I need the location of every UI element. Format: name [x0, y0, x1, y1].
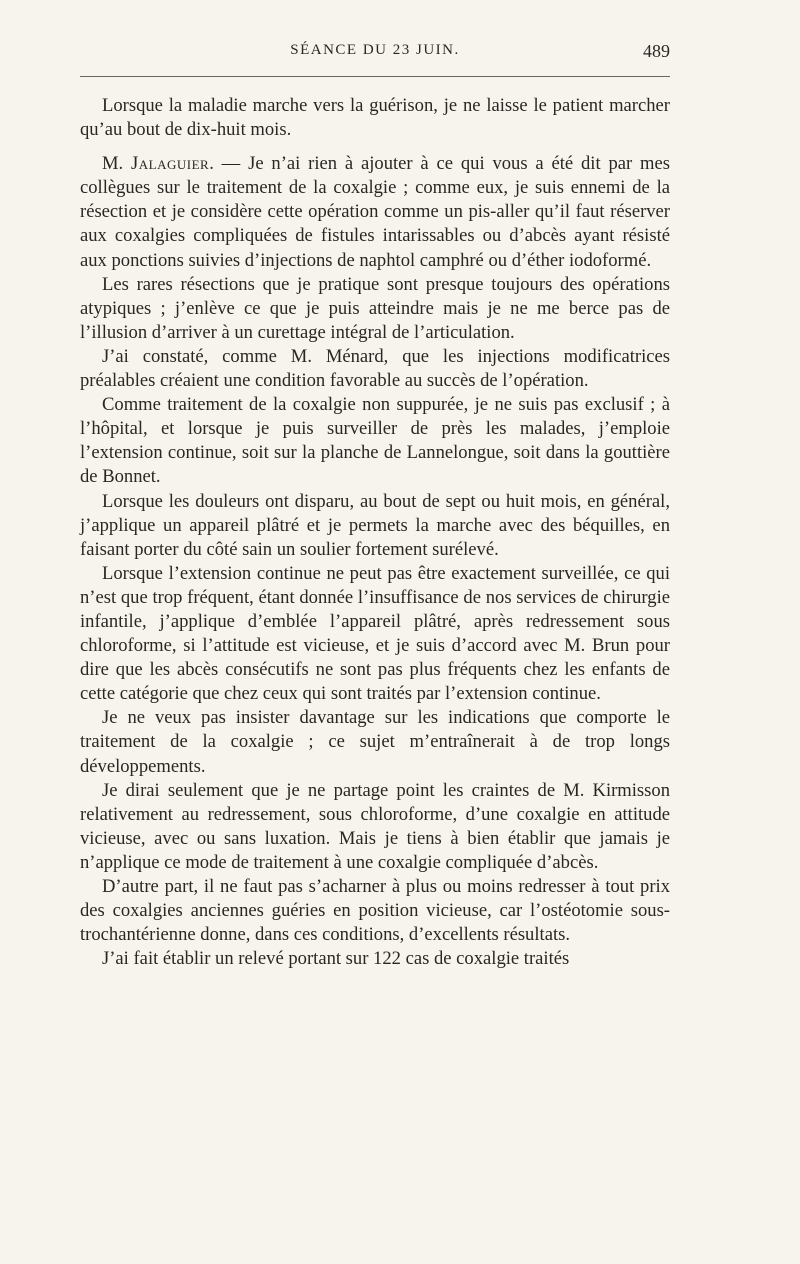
- paragraph-7: Lorsque l’extension continue ne peut pas être exactement surveillée, ce qui n’est que trop fréquent, étant donnée l’insuffisance de nos services de chirurgie infantile, j’applique d’emblée l’appareil plâtré, après redressement sous chloroforme, si l’attitude est vicieuse, et je suis d’accord avec M. Brun pour dire que les abcès consécutifs ne sont pas plus fréquents chez les enfants de cette catégorie que chez ceux qui sont traités par l’extension continue.: [80, 562, 670, 705]
- paragraph-8: Je ne veux pas insister davantage sur les indications que comporte le traitement de la coxalgie ; ce sujet m’entraînerait à de trop longs développements.: [80, 707, 670, 777]
- page-number: 489: [643, 41, 670, 61]
- body-text: [80, 94, 670, 971]
- paragraph-10: D’autre part, il ne faut pas s’acharner à plus ou moins redresser à tout prix des coxalgies anciennes guéries en position vicieuse, car l’ostéotomie sous-trochantérienne donne, dans ces conditions, d’excellents résultats.: [80, 876, 670, 946]
- paragraph-2-text: . — Je n’ai rien à ajouter à ce qui vous a été dit par mes collègues sur le traitement de la coxalgie ; comme eux, je suis ennemi de la résection et je considère cette opération comme un pis-aller qu’il faut réserver aux coxalgies compliquées de fistules intarissables ou d’abcès ayant résisté aux ponctions suivies d’injections de naphtol camphré ou d’éther iodoformé.: [80, 153, 670, 271]
- speaker-prefix: M.: [102, 153, 132, 175]
- paragraph-5: Comme traitement de la coxalgie non suppurée, je ne suis pas exclusif ; à l’hôpital, et lorsque je puis surveiller de près les malades, j’emploie l’extension continue, soit sur la planche de Lannelongue, soit dans la gouttière de Bonnet.: [80, 394, 670, 488]
- page-header: [80, 42, 670, 70]
- paragraph-3: Les rares résections que je pratique sont presque toujours des opérations atypiques ; j’enlève ce que je puis atteindre mais je ne me berce pas de l’illusion d’arriver à un curettage intégral de l’articulation.: [80, 273, 670, 343]
- paragraph-9: Je dirai seulement que je ne partage point les craintes de M. Kirmisson relativement au redressement, sous chloroforme, d’une coxalgie en attitude vicieuse, avec ou sans luxation. Mais je tiens à bien établir que jamais je n’applique ce mode de traitement à une coxalgie compliquée d’abcès.: [80, 779, 670, 873]
- paragraph-2: [80, 152, 670, 272]
- speaker-name: Jalaguier: [131, 153, 210, 175]
- header-rule: [80, 76, 670, 77]
- paragraph-6: Lorsque les douleurs ont disparu, au bout de sept ou huit mois, en général, j’applique un appareil plâtré et je permets la marche avec des béquilles, en faisant porter du côté sain un soulier fortement surélevé.: [80, 490, 670, 560]
- paragraph-11: J’ai fait établir un relevé portant sur 122 cas de coxalgie traités: [102, 948, 570, 970]
- paragraph-1: Lorsque la maladie marche vers la guérison, je ne laisse le patient marcher qu’au bout de dix-huit mois.: [80, 95, 670, 141]
- running-title: SÉANCE DU 23 JUIN.: [290, 42, 460, 58]
- paragraph-4: J’ai constaté, comme M. Ménard, que les injections modificatrices préalables créaient une condition favorable au succès de l’opération.: [80, 345, 670, 392]
